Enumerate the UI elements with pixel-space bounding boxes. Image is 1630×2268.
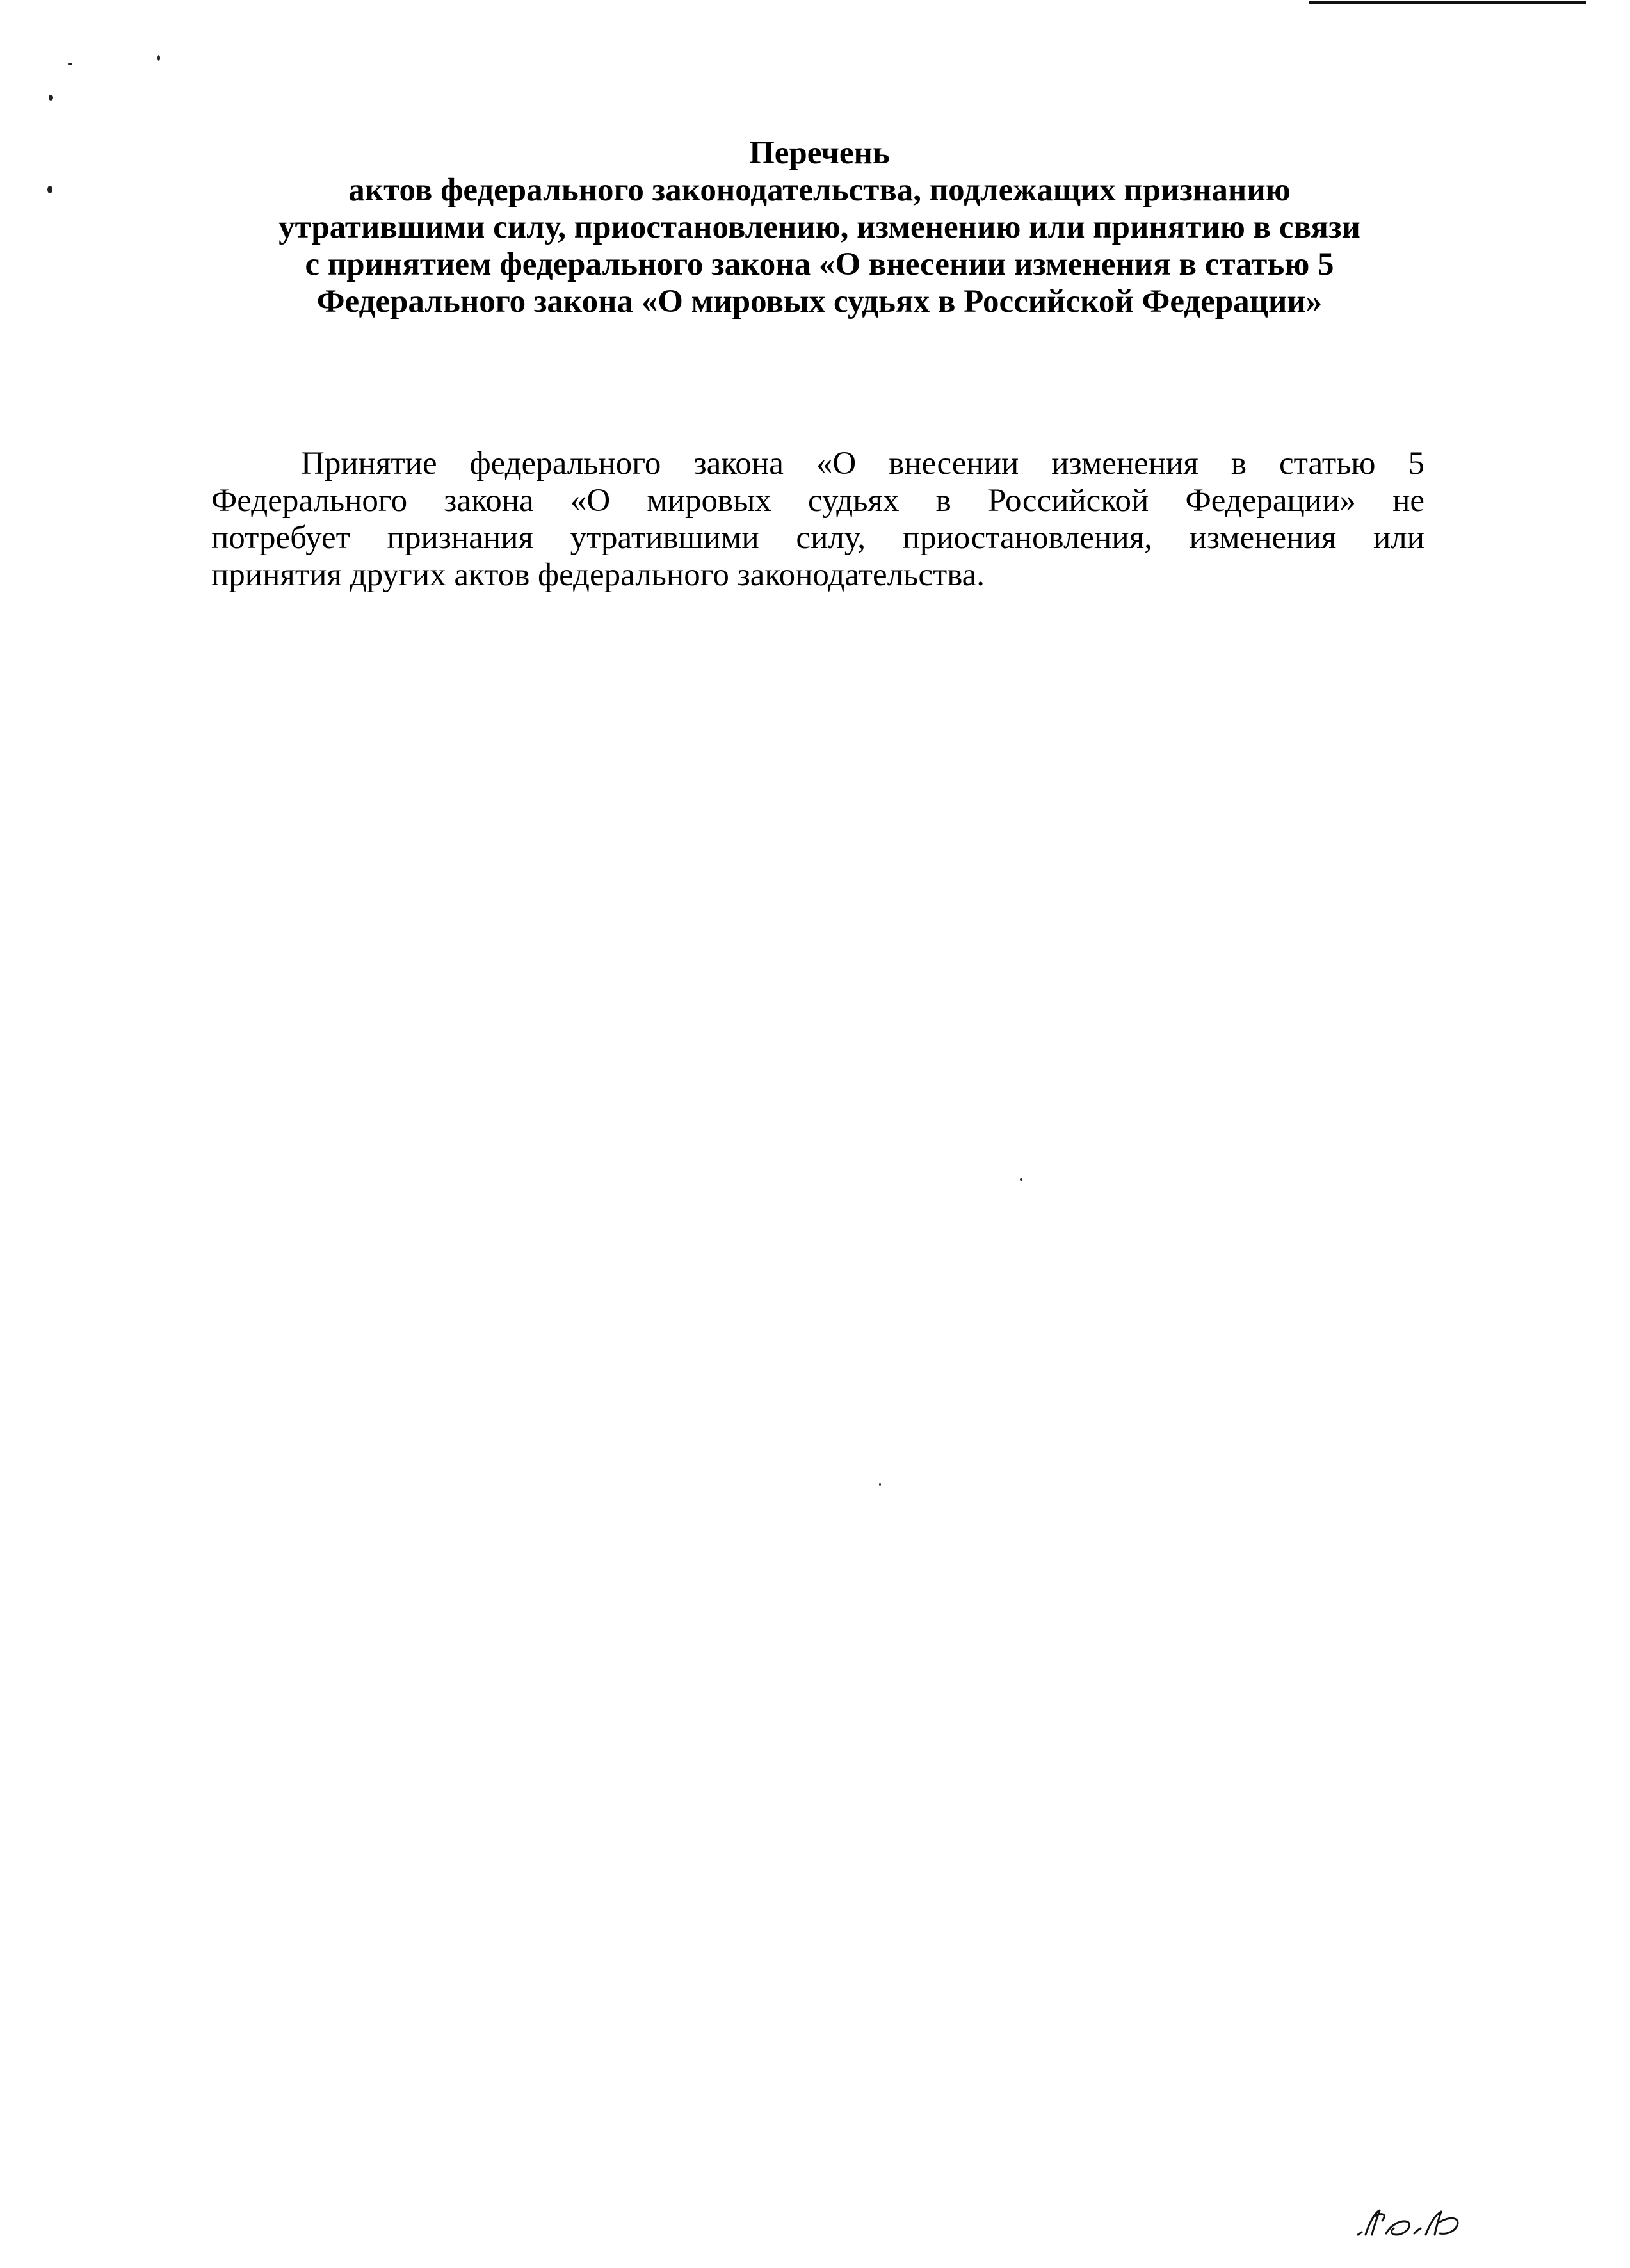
title-line: утратившими силу, приостановлению, изменению или принятию в связи <box>278 209 1360 245</box>
scan-speck <box>879 1483 881 1486</box>
title-line: с принятием федерального закона «О внесении изменения в статью 5 <box>305 247 1334 282</box>
scan-speck <box>1020 1178 1022 1181</box>
scan-speck <box>47 186 52 193</box>
title-line: Федерального закона «О мировых судьях в Российской Федерации» <box>316 284 1323 320</box>
title-line: актов федерального законодательства, подлежащих признанию <box>348 172 1291 208</box>
scan-speck <box>49 95 53 101</box>
body-line: потребует признания утратившими силу, приостановления, изменения или <box>211 520 1424 556</box>
signature-icon <box>1354 2203 1463 2241</box>
body-line: Принятие федерального закона «О внесении изменения в статью 5 <box>301 446 1424 482</box>
body-line: Федерального закона «О мировых судьях в Российской Федерации» не <box>211 483 1424 519</box>
title-line: Перечень <box>749 135 890 171</box>
scan-speck <box>68 63 72 65</box>
scan-speck <box>157 55 160 61</box>
document-title <box>192 134 1447 320</box>
body-line: принятия других актов федерального законодательства. <box>211 557 985 593</box>
top-edge-rule <box>1309 1 1586 4</box>
document-body <box>211 445 1424 594</box>
